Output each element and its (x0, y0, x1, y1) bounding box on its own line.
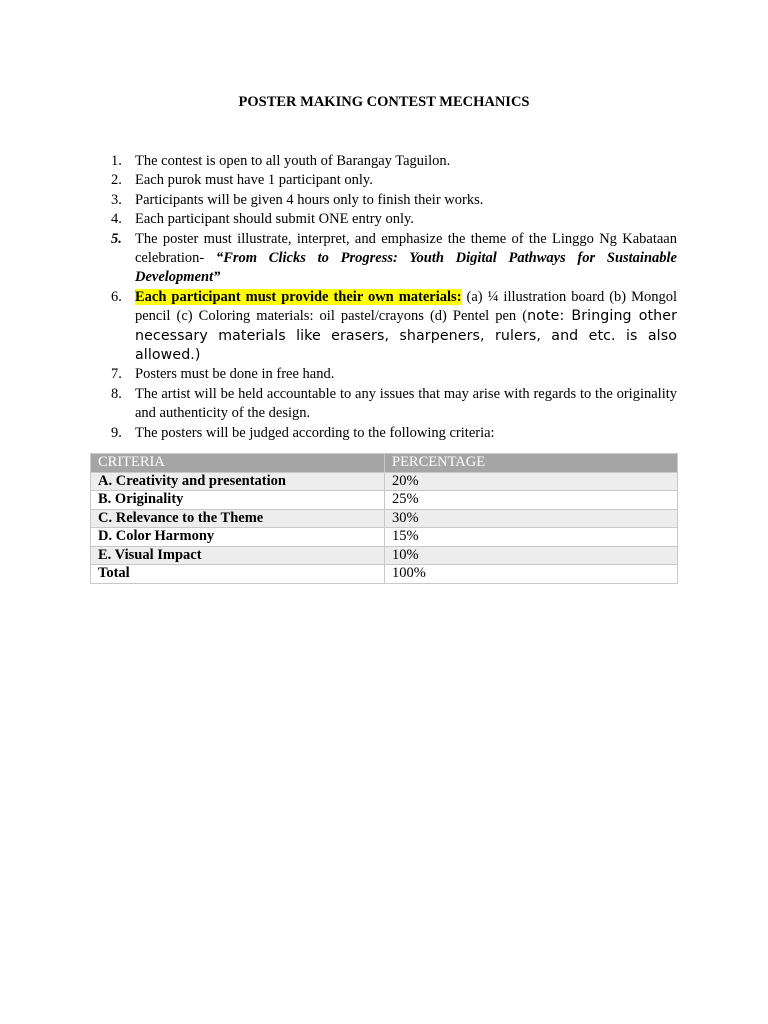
rule-number: 7. (111, 366, 122, 383)
column-header-criteria: CRITERIA (91, 454, 385, 473)
rule-text: Posters must be done in free hand. (135, 366, 335, 383)
criterion-cell: C. Relevance to the Theme (91, 509, 385, 528)
percentage-cell: 30% (385, 509, 678, 528)
rules-list (91, 152, 677, 443)
rule-number: 6. (111, 288, 122, 305)
criterion-cell: A. Creativity and presentation (91, 472, 385, 491)
rule-text: Each purok must have 1 participant only. (135, 172, 373, 189)
theme-text: “From Clicks to Progress: Youth Digital Pathways for Sustainable Development” (135, 250, 677, 286)
rule-number: 1. (111, 153, 122, 169)
rule-item (91, 365, 677, 384)
percentage-cell: 10% (385, 546, 678, 565)
table-total-row (91, 565, 678, 584)
percentage-cell: 20% (385, 472, 678, 491)
rule-text: The artist will be held accountable to any issues that may arise with regards to the originality and authenticity of the design. (135, 385, 677, 422)
rule-item (91, 424, 677, 443)
criterion-cell: B. Originality (91, 491, 385, 510)
rule-number: 3. (111, 191, 122, 208)
percentage-cell: 15% (385, 528, 678, 547)
table-row (91, 509, 678, 528)
rule-number: 4. (111, 211, 122, 228)
table-row (91, 491, 678, 510)
rule-item (91, 230, 677, 288)
rule-text: The poster must illustrate, interpret, and emphasize the theme of the Linggo Ng Kabataan celebration- (135, 230, 677, 267)
rule-item (91, 288, 677, 366)
rule-number: 5. (111, 230, 122, 247)
rule-item (91, 385, 677, 424)
rule-text: The posters will be judged according to the following criteria: (135, 424, 495, 441)
rule-item (91, 171, 677, 190)
document-title: POSTER MAKING CONTEST MECHANICS (238, 94, 530, 110)
table-row (91, 528, 678, 547)
note-text: note: Bringing other necessary materials like erasers, sharpeners, rulers, and etc. is also allowed.) (135, 308, 677, 364)
rule-text: The contest is open to all youth of Barangay Taguilon. (135, 153, 451, 169)
rule-text: (a) ¼ illustration board (b) Mongol pencil (c) Coloring materials: oil pastel/crayons (d) Pentel pen ( (135, 288, 677, 325)
rule-item (91, 191, 677, 210)
rule-number: 9. (111, 424, 122, 441)
highlighted-text: Each participant must provide their own materials: (135, 288, 462, 305)
criteria-table (90, 453, 678, 584)
rule-text: Each participant should submit ONE entry only. (135, 211, 414, 228)
rule-item (91, 210, 677, 229)
total-label: Total (91, 565, 385, 584)
criterion-cell: E. Visual Impact (91, 546, 385, 565)
criterion-cell: D. Color Harmony (91, 528, 385, 547)
column-header-percentage: PERCENTAGE (385, 454, 678, 473)
table-header-row (91, 454, 678, 473)
rule-text: Participants will be given 4 hours only to finish their works. (135, 191, 484, 208)
table-row (91, 472, 678, 491)
percentage-cell: 25% (385, 491, 678, 510)
rule-number: 2. (111, 172, 122, 189)
total-value: 100% (385, 565, 678, 584)
rule-number: 8. (111, 385, 122, 402)
rule-item (91, 152, 677, 171)
table-row (91, 546, 678, 565)
